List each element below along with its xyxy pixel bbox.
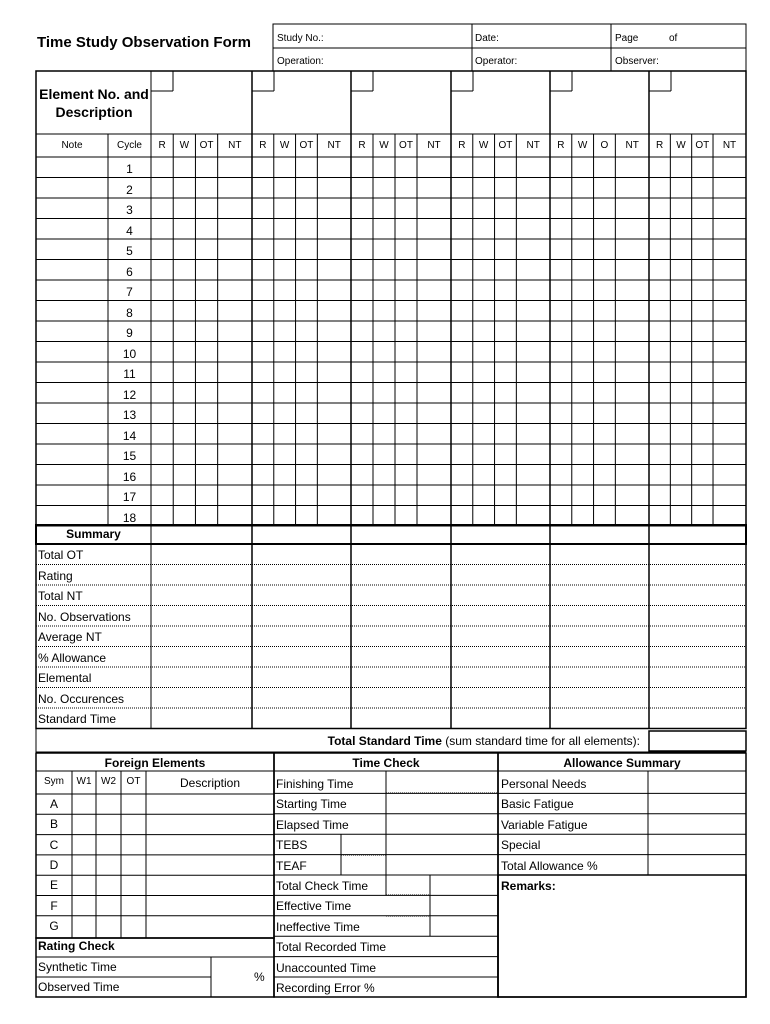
operator-label: Operator: xyxy=(475,56,518,67)
rating-check-heading: Rating Check xyxy=(38,939,115,953)
column-header-r-group-4: R xyxy=(458,140,466,151)
fe-sym-header: Sym xyxy=(44,776,64,787)
total-standard-time-title: Total Standard Time xyxy=(327,734,442,748)
summary-row-label: Rating xyxy=(38,568,73,583)
observer-field[interactable] xyxy=(660,49,744,69)
column-header-w-group-3: W xyxy=(379,140,389,151)
operator-field[interactable] xyxy=(520,49,611,69)
allowance-row-label: Personal Needs xyxy=(501,777,587,791)
column-header-r-group-1: R xyxy=(158,140,166,151)
column-header-ot-group-2: OT xyxy=(299,140,314,151)
cycle-number: 3 xyxy=(126,203,133,217)
cycle-number: 10 xyxy=(122,346,137,361)
column-header-w-group-6: W xyxy=(676,140,686,151)
element-heading-line-2: Description xyxy=(55,104,133,120)
cycle-number: 5 xyxy=(126,244,133,258)
cycle-column-header: Cycle xyxy=(116,140,142,151)
cycle-number: 8 xyxy=(126,305,133,320)
synthetic-time-field[interactable] xyxy=(211,957,251,976)
rating-percent-sign: % xyxy=(254,970,265,984)
fe-description-header: Description xyxy=(179,776,241,790)
remarks-label: Remarks: xyxy=(501,879,556,893)
column-header-w-group-1: W xyxy=(179,140,190,151)
time-check-row-label: Effective Time xyxy=(276,899,352,914)
total-standard-time-note: (sum standard time for all elements): xyxy=(445,734,640,748)
operation-field[interactable] xyxy=(325,49,471,69)
page-of-label: of xyxy=(669,33,678,44)
cycle-number: 7 xyxy=(126,285,133,299)
allowance-row-label: Total Allowance % xyxy=(501,858,598,873)
column-header-nt-group-4: NT xyxy=(526,140,540,151)
time-check-heading: Time Check xyxy=(352,756,420,770)
allowance-row-label: Special xyxy=(501,838,541,853)
fe-sym-c: C xyxy=(49,837,59,852)
summary-heading: Summary xyxy=(66,527,121,541)
column-header-nt-group-1: NT xyxy=(228,140,242,151)
column-header-w-group-4: W xyxy=(478,140,489,151)
summary-row-label: Elemental xyxy=(38,671,92,685)
column-header-nt-group-2: NT xyxy=(327,140,341,151)
fe-sym-f: F xyxy=(50,898,58,913)
time-check-row-label: Total Recorded Time xyxy=(276,940,387,955)
total-standard-time-label xyxy=(300,735,640,747)
allowance-summary-heading: Allowance Summary xyxy=(563,756,681,770)
cycle-number: 14 xyxy=(122,428,137,443)
observed-time-label: Observed Time xyxy=(38,980,120,994)
study-no-label: Study No.: xyxy=(277,33,324,44)
synthetic-time-label: Synthetic Time xyxy=(38,960,117,974)
fe-w1-header: W1 xyxy=(76,776,92,787)
study-no-field[interactable] xyxy=(333,26,471,46)
form-title: Time Study Observation Form xyxy=(37,34,251,51)
foreign-elements-heading: Foreign Elements xyxy=(104,756,206,770)
time-check-row-label: Recording Error % xyxy=(276,981,375,995)
column-header-w-group-2: W xyxy=(279,140,290,151)
summary-row-label: Total OT xyxy=(38,548,84,562)
cycle-number: 9 xyxy=(126,326,133,340)
summary-row-label: % Allowance xyxy=(38,650,107,665)
cycle-number: 17 xyxy=(122,490,137,504)
cycle-number: 4 xyxy=(126,223,133,238)
column-header-r-group-3: R xyxy=(358,140,366,151)
summary-row-label: Average NT xyxy=(38,630,102,644)
cycle-number: 6 xyxy=(126,264,133,279)
cycle-number: 12 xyxy=(122,387,137,402)
remarks-field[interactable] xyxy=(500,896,744,994)
observed-time-field[interactable] xyxy=(211,977,251,996)
time-check-row-label: TEBS xyxy=(276,838,308,853)
date-label: Date: xyxy=(475,33,499,44)
cycle-number: 1 xyxy=(126,162,133,176)
time-check-row-label: Unaccounted Time xyxy=(276,960,377,975)
column-header-r-group-2: R xyxy=(259,140,267,151)
column-header-r-group-5: R xyxy=(557,140,565,151)
column-header-o-group-5: O xyxy=(600,140,609,151)
column-header-nt-group-3: NT xyxy=(427,140,441,151)
summary-row-label: Standard Time xyxy=(38,712,117,726)
date-field[interactable] xyxy=(503,26,611,46)
cycle-number: 18 xyxy=(122,510,137,525)
summary-row-label: No. Observations xyxy=(38,609,131,624)
column-header-w-group-5: W xyxy=(577,140,588,151)
time-check-row-label: Elapsed Time xyxy=(276,817,349,832)
time-check-row-label: Ineffective Time xyxy=(276,919,360,934)
summary-row-label: Total NT xyxy=(38,589,83,603)
fe-w2-header: W2 xyxy=(101,776,116,787)
column-header-ot-group-4: OT xyxy=(498,140,513,151)
page-number-field[interactable] xyxy=(640,26,666,46)
fe-sym-a: A xyxy=(49,797,58,811)
column-header-nt-group-6: NT xyxy=(722,140,737,151)
fe-sym-b: B xyxy=(49,817,58,832)
summary-row-label: No. Occurences xyxy=(38,691,125,706)
time-check-row-label: TEAF xyxy=(276,858,307,873)
column-header-ot-group-3: OT xyxy=(399,140,413,151)
time-check-row-label: Starting Time xyxy=(276,797,347,812)
fe-ot-header: OT xyxy=(126,776,141,787)
element-heading xyxy=(36,87,152,119)
cycle-number: 11 xyxy=(123,367,136,381)
column-header-ot-group-6: OT xyxy=(695,140,710,151)
fe-sym-e: E xyxy=(49,878,58,893)
operation-label: Operation: xyxy=(277,56,324,67)
fe-sym-g: G xyxy=(49,918,59,933)
cycle-number: 13 xyxy=(122,408,137,422)
time-check-row-label: Finishing Time xyxy=(276,777,354,791)
column-header-r-group-6: R xyxy=(656,140,664,151)
time-check-row-label: Total Check Time xyxy=(276,879,369,893)
allowance-row-label: Basic Fatigue xyxy=(501,797,574,812)
cycle-number: 16 xyxy=(122,469,137,484)
column-header-nt-group-5: NT xyxy=(625,140,639,151)
cycle-number: 15 xyxy=(122,449,137,463)
page-label: Page xyxy=(615,33,639,44)
column-header-ot-group-1: OT xyxy=(199,140,214,151)
total-standard-time-field[interactable] xyxy=(651,731,745,751)
fe-sym-d: D xyxy=(49,857,59,872)
allowance-row-label: Variable Fatigue xyxy=(501,817,588,832)
note-column-header: Note xyxy=(61,140,83,151)
page-total-field[interactable] xyxy=(681,26,743,46)
element-heading-line-1: Element No. and xyxy=(39,86,149,102)
observer-label: Observer: xyxy=(615,56,659,67)
cycle-number: 2 xyxy=(126,182,133,197)
